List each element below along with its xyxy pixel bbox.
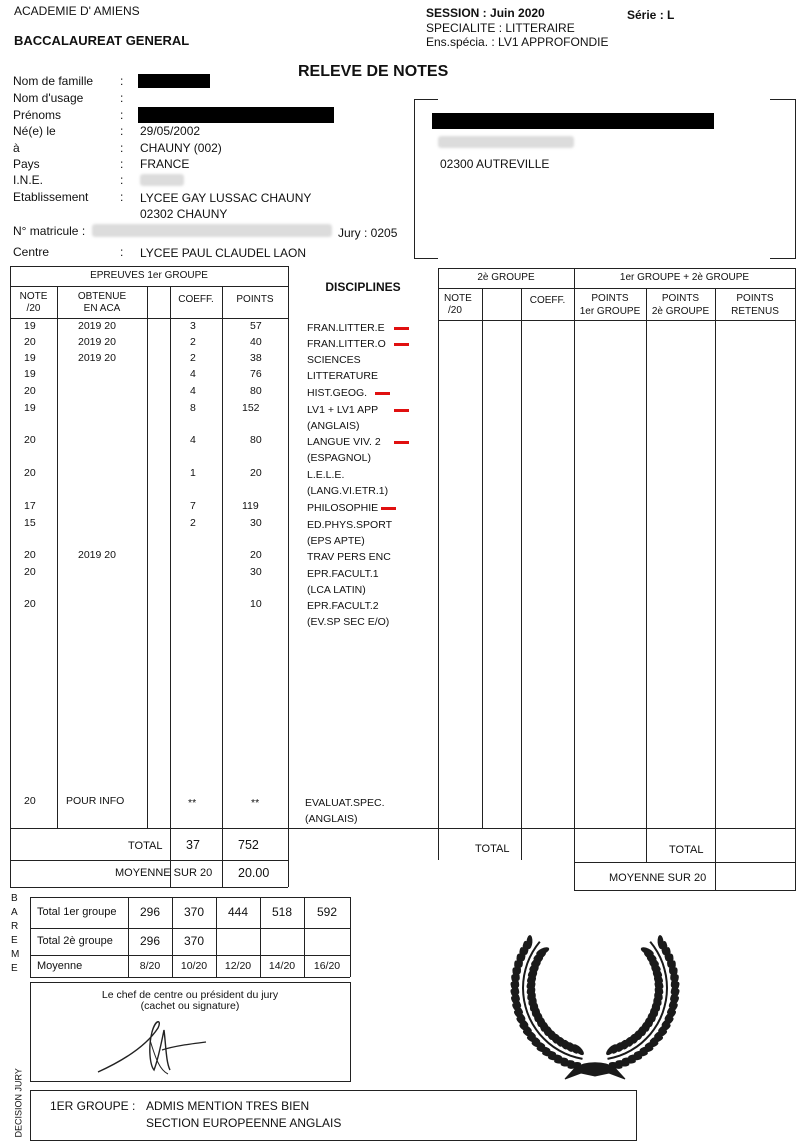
grade-points: 80 [250, 434, 262, 446]
group1-header: EPREUVES 1er GROUPE [90, 270, 208, 281]
jury-number: Jury : 0205 [338, 226, 398, 240]
total-points: 752 [238, 838, 259, 852]
school-label: Etablissement [13, 190, 89, 204]
country-label: Pays [13, 157, 40, 171]
grade-coeff: 4 [190, 368, 196, 380]
grade-note: 17 [24, 500, 36, 512]
grade-discipline: LANGUE VIV. 2 [307, 436, 381, 448]
bareme-letter: B [11, 893, 18, 904]
col-obtenue-sub: EN ACA [83, 303, 121, 314]
info-note: 20 [24, 795, 36, 807]
bareme-letter: M [11, 949, 20, 960]
bareme-value: 296 [139, 934, 161, 948]
colon: : [120, 108, 124, 122]
bareme-value: 592 [316, 905, 338, 919]
grade-note: 19 [24, 352, 36, 364]
grade-points: 76 [250, 368, 262, 380]
grade-points: 40 [250, 336, 262, 348]
grade-obtained-aca: 2019 20 [78, 336, 116, 348]
grade-coeff: 2 [190, 336, 196, 348]
handwritten-signature [90, 1010, 210, 1080]
bareme-row3-label: Moyenne [37, 960, 83, 972]
group2-header: 2è GROUPE [477, 272, 535, 283]
grade-discipline: EPR.FACULT.2 [307, 600, 379, 612]
decision-result: ADMIS MENTION TRES BIEN [146, 1099, 310, 1113]
colon: : [120, 124, 124, 138]
grade-discipline-sub: (LANG.VI.ETR.1) [307, 485, 389, 497]
g12-points1-sub: 1er GROUPE [579, 306, 641, 317]
birthdate-label: Né(e) le [13, 124, 56, 138]
grade-points: 30 [250, 517, 262, 529]
grade-obtained-aca: 2019 20 [78, 549, 116, 561]
academy-label: ACADEMIE D' AMIENS [14, 4, 140, 18]
signature-caption: Le chef de centre ou président du jury [101, 989, 279, 1001]
grade-points: 10 [250, 598, 262, 610]
grade-points: 80 [250, 385, 262, 397]
nom-usage-label: Nom d'usage [13, 91, 84, 105]
ens-specia-label: Ens.spécia. : LV1 APPROFONDIE [426, 35, 609, 49]
redacted-name [138, 74, 210, 88]
specialite-label: SPECIALITE : LITTERAIRE [426, 21, 575, 35]
grade-note: 19 [24, 320, 36, 332]
grade-note: 20 [24, 549, 36, 561]
bareme-value: 10/20 [180, 960, 208, 972]
grade-discipline: EPR.FACULT.1 [307, 568, 379, 580]
birthplace-value: CHAUNY (002) [140, 141, 222, 155]
grade-discipline-sub: (EPS APTE) [307, 535, 365, 547]
grade-points: 30 [250, 566, 262, 578]
blurred-ine [140, 174, 184, 186]
grade-note: 19 [24, 368, 36, 380]
total-label: TOTAL [128, 840, 163, 852]
bareme-value: 8/20 [139, 960, 161, 972]
moyenne-value: 20.00 [238, 866, 270, 880]
total-coeff: 37 [186, 838, 200, 852]
decision-group: 1ER GROUPE : [50, 1099, 136, 1113]
colon: : [120, 157, 124, 171]
address-city: 02300 AUTREVILLE [440, 157, 550, 171]
col-disciplines-header: DISCIPLINES [325, 280, 401, 294]
grade-coeff: 2 [190, 352, 196, 364]
prenoms-label: Prénoms [13, 108, 62, 122]
signature-subcaption: (cachet ou signature) [140, 1000, 240, 1012]
grade-discipline: FRAN.LITTER.E [307, 322, 385, 334]
info-aca: POUR INFO [66, 795, 125, 807]
g12-total-label: TOTAL [669, 844, 704, 856]
colon: : [120, 74, 124, 88]
g2-note-header: NOTE [444, 293, 472, 304]
bareme-value: 12/20 [224, 960, 252, 972]
red-underline-mark [394, 409, 409, 412]
grade-discipline: LV1 + LV1 APP [307, 404, 379, 416]
center-label: Centre [13, 245, 50, 259]
grade-coeff: 4 [190, 434, 196, 446]
red-underline-mark [381, 507, 396, 510]
col-obtenue-header: OBTENUE [77, 291, 127, 302]
grade-note: 19 [24, 402, 36, 414]
grade-coeff: 3 [190, 320, 196, 332]
birthdate-value: 29/05/2002 [140, 124, 201, 138]
grade-discipline-sub: (EV.SP SEC E/O) [307, 616, 390, 628]
grade-discipline: TRAV PERS ENC [307, 551, 391, 563]
grade-points: 20 [250, 549, 262, 561]
bareme-row2-label: Total 2è groupe [37, 935, 113, 947]
ine-label: I.N.E. [13, 173, 44, 187]
colon: : [120, 245, 124, 259]
redacted-address-name [432, 113, 714, 129]
grade-discipline: L.E.L.E. [307, 469, 345, 481]
bareme-value: 370 [183, 934, 205, 948]
colon: : [120, 190, 124, 204]
grade-points: 119 [242, 500, 259, 512]
bareme-letter: A [11, 907, 18, 918]
grade-points: 57 [250, 320, 262, 332]
grade-note: 20 [24, 434, 36, 446]
grade-points: 38 [250, 352, 262, 364]
bareme-letter: E [11, 963, 18, 974]
g2-coeff-header: COEFF. [529, 295, 566, 306]
page-title: RELEVE DE NOTES [298, 63, 449, 80]
col-coeff-header: COEFF. [178, 294, 214, 305]
center-value: LYCEE PAUL CLAUDEL LAON [140, 246, 307, 260]
bareme-row1-label: Total 1er groupe [37, 906, 117, 918]
colon: : [120, 91, 124, 105]
grade-obtained-aca: 2019 20 [78, 320, 116, 332]
g12-points2-header: POINTS [661, 293, 700, 304]
red-underline-mark [394, 343, 409, 346]
redacted-firstnames [138, 107, 334, 123]
grade-note: 20 [24, 598, 36, 610]
g12-points1-header: POINTS [591, 293, 629, 304]
col-points-header: POINTS [236, 294, 274, 305]
grade-note: 20 [24, 336, 36, 348]
grade-discipline: FRAN.LITTER.O [307, 338, 386, 350]
blurred-address-street [438, 136, 574, 148]
grade-points: 152 [242, 402, 260, 414]
g2-total-label: TOTAL [475, 843, 510, 855]
grade-discipline-sub: (ANGLAIS) [307, 420, 360, 432]
bareme-letter: E [11, 935, 18, 946]
nom-famille-label: Nom de famille [13, 74, 94, 88]
grade-coeff: 2 [190, 517, 196, 529]
grade-coeff: 4 [190, 385, 196, 397]
serie-label: Série : L [627, 8, 675, 22]
grade-coeff: 8 [190, 402, 196, 414]
grade-discipline-sub: (LCA LATIN) [307, 584, 366, 596]
red-underline-mark [394, 441, 409, 444]
session-label: SESSION : Juin 2020 [426, 6, 545, 20]
info-coeff: ** [188, 797, 197, 809]
grade-note: 20 [24, 385, 36, 397]
laurel-wreath-emblem [505, 893, 685, 1083]
country-value: FRANCE [140, 157, 190, 171]
g2-note-sub: /20 [448, 305, 462, 316]
matricule-label: N° matricule : [13, 224, 86, 238]
bareme-value: 14/20 [268, 960, 296, 972]
blurred-matricule [92, 224, 332, 237]
grade-note: 20 [24, 566, 36, 578]
birthplace-label: à [13, 141, 20, 155]
grade-discipline: HIST.GEOG. [307, 387, 368, 399]
bareme-value: 444 [227, 905, 249, 919]
grade-coeff: 1 [190, 467, 196, 479]
info-discipline-sub: (ANGLAIS) [305, 813, 358, 825]
g12-points3-header: POINTS [736, 293, 774, 304]
col-note-sub: /20 [26, 303, 41, 314]
info-discipline: EVALUAT.SPEC. [305, 797, 385, 809]
g12-header: 1er GROUPE + 2è GROUPE [619, 272, 750, 283]
grade-points: 20 [250, 467, 262, 479]
decision-side-label: DECISION JURY [13, 1068, 24, 1138]
g12-points3-sub: RETENUS [731, 306, 779, 317]
school-city: 02302 CHAUNY [140, 207, 228, 221]
red-underline-mark [394, 327, 409, 330]
grade-obtained-aca: 2019 20 [78, 352, 116, 364]
grade-coeff: 7 [190, 500, 196, 512]
grade-discipline: PHILOSOPHIE [307, 502, 379, 514]
bareme-value: 518 [271, 905, 293, 919]
red-underline-mark [375, 392, 390, 395]
decision-section: SECTION EUROPEENNE ANGLAIS [146, 1116, 342, 1130]
grade-note: 15 [24, 517, 36, 529]
g12-points2-sub: 2è GROUPE [651, 306, 710, 317]
info-points: ** [251, 797, 260, 809]
grade-note: 20 [24, 467, 36, 479]
moyenne-label: MOYENNE SUR 20 [115, 867, 213, 879]
school-name: LYCEE GAY LUSSAC CHAUNY [140, 191, 312, 205]
grade-discipline: ED.PHYS.SPORT [307, 519, 392, 531]
bareme-value: 296 [139, 905, 161, 919]
colon: : [120, 173, 124, 187]
col-note-header: NOTE [19, 291, 48, 302]
grade-discipline: SCIENCES [307, 354, 361, 366]
grade-discipline-sub: (ESPAGNOL) [307, 452, 371, 464]
bareme-letter: R [11, 921, 19, 932]
g12-moyenne-label: MOYENNE SUR 20 [609, 872, 707, 884]
colon: : [120, 141, 124, 155]
bareme-value: 370 [183, 905, 205, 919]
bareme-value: 16/20 [313, 960, 341, 972]
grade-discipline: LITTERATURE [307, 370, 378, 382]
exam-title: BACCALAUREAT GENERAL [14, 33, 190, 48]
